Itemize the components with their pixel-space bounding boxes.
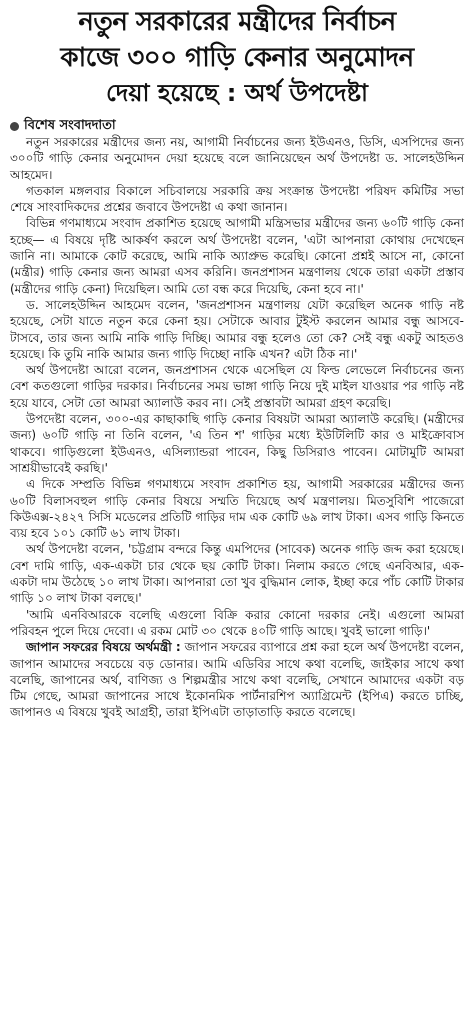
byline — [10, 118, 464, 134]
byline-text: বিশেষ সংবাদদাতা — [24, 118, 116, 133]
paragraph-3: বিভিন্ন গণমাধ্যমে সংবাদ প্রকাশিত হয়েছে আগামী মন্ত্রিসভার মন্ত্রীদের জন্য ৬০টি গাড়ি কেনা হচ্ছে— এ বিষয়ে দৃষ্টি আকর্ষণ করলে অর্থ উপদেষ্টা বলেন, 'এটা আপনারা কোথায় দেখেছেন জানি না। আমাকে কোট করেছে, আমি নাকি অ্যাপ্রুভ করেছি। কোনো প্রশ্নই আসে না, কোনো (মন্ত্রীর) গাড়ি কেনার জন্য আমরা এসব করিনি। জনপ্রশাসন মন্ত্রণালয় থেকে তারা একটা প্রস্তাব (মন্ত্রীদের গাড়ি কেনা) দিয়েছিল। আমি তো বন্ধ করে দিয়েছি, কেনা হবে না।' — [10, 216, 464, 296]
paragraph-1: নতুন সরকারের মন্ত্রীদের জন্য নয়, আগামী নির্বাচনের জন্য ইউএনও, ডিসি, এসপিদের জন্য ৩০০টি গাড়ি কেনার অনুমোদন দেয়া হয়েছে বলে জানিয়েছেন অর্থ উপদেষ্টা ড. সালেহউদ্দিন আহমেদ। — [10, 135, 464, 182]
paragraph-4: ড. সালেহউদ্দিন আহমেদ বলেন, 'জনপ্রশাসন মন্ত্রণালয় যেটা করেছিল অনেক গাড়ি নষ্ট হয়েছে, সেটা যাতে নতুন করে কেনা হয়। সেটাকে আবার টুইস্ট করলেন আমার বন্ধু আসবে-টাসবে, তার জন্য আমি নাকি গাড়ি দিচ্ছি। আমার বন্ধু হলেও তো কে? সেই বন্ধু একটু আহতও হয়েছে। কি তুমি নাকি আমার জন্য গাড়ি দিচ্ছো নাকি এখন? এটা ঠিক না।' — [10, 297, 464, 361]
paragraph-10 — [10, 639, 464, 720]
bullet-icon — [10, 122, 19, 131]
paragraph-6: উপদেষ্টা বলেন, ৩০০-এর কাছাকাছি গাড়ি কেনার বিষয়টা আমরা অ্যালাউ করেছি। (মন্ত্রীদের জন্য) ৬০টি গাড়ি না তিনি বলেন, 'এ তিন শ' গাড়ির মধ্যে ইউটিলিটি কার ও মাইক্রোবাস থাকবে। গাড়িগুলো ইউএনও, এসিল্যান্ডরা পাবেন, কিছু ডিসিরাও পাবেন। মোটামুটি আমরা সাশ্রয়ীভাবেই করছি।' — [10, 412, 464, 475]
headline-line-2: কাজে ৩০০ গাড়ি কেনার অনুমোদন — [60, 43, 414, 73]
paragraph-7: এ দিকে সম্প্রতি বিভিন্ন গণমাধ্যমে সংবাদ প্রকাশিত হয়, আগামী সরকারের মন্ত্রীদের জন্য ৬০টি বিলাসবহুল গাড়ি কেনার বিষয়ে সম্মতি দিয়েছে অর্থ মন্ত্রণালয়। মিতসুবিশি পাজেরো কিউএক্স-২৪২৭ সিসি মডেলের প্রতিটি গাড়ির দাম এক কোটি ৬৯ লাখ টাকা। এসব গাড়ি কিনতে ব্যয় হবে ১০১ কোটি ৬১ লাখ টাকা। — [10, 477, 464, 541]
article-body — [10, 134, 464, 721]
paragraph-5: অর্থ উপদেষ্টা আরো বলেন, জনপ্রশাসন থেকে এসেছিল যে ফিল্ড লেভেলে নির্বাচনের জন্য বেশ কতগুলো গাড়ির দরকার। নির্বাচনের সময় ভাঙ্গা গাড়ি নিয়ে দুই মাইল যাওয়ার পর গাড়ি নষ্ট হয়ে যাবে, সেটা তো আমরা অ্যালাউ করব না। সেই প্রস্তাবটা আমরা গ্রহণ করেছি। — [10, 363, 464, 410]
paragraph-10-text: জাপান সফরের ব্যাপারে প্রশ্ন করা হলে অর্থ উপদেষ্টা বলেন, জাপান আমাদের সবচেয়ে বড় ডোনার। আমি এডিবির সাথে কথা বলেছি, জাইকার সাথে কথা বলেছি, জাপানের অর্থ, বাণিজ্য ও শিল্পমন্ত্রীর সাথে কথা বলেছি, সেখানে আমাদের একটা বড় টিম গেছে, আমরা জাপানের সাথে ইকোনমিক পার্টনারশিপ অ্যাগ্রিমেন্ট (ইপিএ) করতে চাচ্ছি, জাপানও এ বিষয়ে খুবই আগ্রহী, তারা ইপিএটা তাড়াতাড়ি করতে বলেছে। — [10, 640, 464, 720]
paragraph-2: গতকাল মঙ্গলবার বিকালে সচিবালয়ে সরকারি ক্রয় সংক্রান্ত উপদেষ্টা পরিষদ কমিটির সভা শেষে সাংবাদিকদের প্রশ্নের জবাবে উপদেষ্টা এ কথা জানান। — [10, 183, 464, 215]
subheading-japan-visit: জাপান সফরের বিষয়ে অর্থমন্ত্রী : — [26, 640, 181, 655]
paragraph-8: অর্থ উপদেষ্টা বলেন, 'চট্টগ্রাম বন্দরে কিন্তু এমপিদের (সাবেক) অনেক গাড়ি জব্দ করা হয়েছে। বেশ দামি গাড়ি, এক-একটা চার থেকে ছয় কোটি টাকা। নিলাম করতে গেছে এনবিআর, এক-একটা দাম উঠেছে ১০ লাখ টাকা। আপনারা তো খুব বুদ্ধিমান লোক, ইচ্ছা করে পাঁচ কোটি টাকার গাড়ি ১০ লাখ টাকা বলছে।' — [10, 542, 464, 606]
paragraph-9: 'আমি এনবিআরকে বলেছি এগুলো বিক্রি করার কোনো দরকার নেই। এগুলো আমরা পরিবহন পুলে দিয়ে দেবো। এ রকম মোট ৩০ থেকে ৪০টি গাড়ি আছে। খুবই ভালো গাড়ি।' — [10, 607, 464, 638]
article-headline — [10, 4, 464, 110]
headline-line-1: নতুন সরকারের মন্ত্রীদের নির্বাচন — [78, 7, 396, 37]
headline-line-3: দেয়া হয়েছে : অর্থ উপদেষ্টা — [106, 79, 368, 107]
